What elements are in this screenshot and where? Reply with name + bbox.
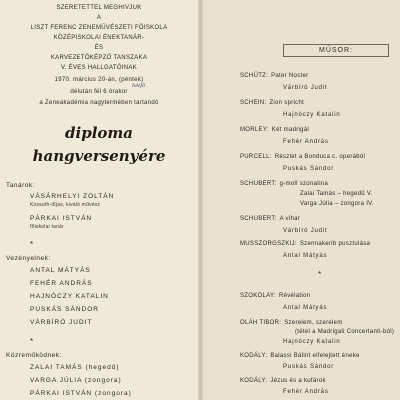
handwritten-note: hétfő — [132, 83, 146, 89]
performer-name: Várbíró Judit — [283, 85, 328, 91]
composer-name: OLÁH TIBOR: — [240, 320, 282, 326]
assistant-name: VARGA JÚLIA (zongora) — [30, 377, 122, 384]
invitation-line: A — [96, 15, 102, 21]
performer-name: Puskás Sándor — [283, 166, 335, 172]
work-title: Jézus és a kufárok — [270, 378, 326, 384]
program-item — [203, 293, 400, 323]
composer-name: MORLEY: — [240, 127, 269, 133]
composer-name: MUSSZORGSZKIJ: — [240, 241, 297, 247]
conductors-heading: Vezényelnek: — [6, 255, 51, 262]
work-title: Részlet a Bonduca c. operából — [274, 154, 366, 160]
performer-name: Antal Mátyás — [283, 253, 328, 259]
performer-name: Hajnóczy Katalin — [283, 112, 341, 118]
title-line-1: diploma — [65, 124, 133, 142]
title-line-2: hangversenyére — [32, 147, 166, 165]
invitation-line: 1970. március 20-án, (péntek) — [54, 77, 144, 83]
composer-name: SCHÜTZ: — [240, 73, 269, 79]
performer-name: Antal Mátyás — [283, 305, 328, 311]
composer-name: KODÁLY: — [240, 378, 268, 384]
left-page — [0, 0, 198, 400]
program-item — [203, 320, 400, 354]
teacher-note: főiskolai tanár — [30, 224, 64, 230]
work-title: Balassi Bálint elfelejtett éneke — [270, 353, 360, 359]
work-title: A vihar — [279, 216, 301, 222]
invitation-line: KARVEZETŐKÉPZŐ TANSZAKA — [50, 55, 148, 61]
composer-name: SCHUBERT: — [240, 216, 277, 222]
program-item — [203, 73, 400, 103]
program-item — [203, 127, 400, 157]
invitation-line: V. ÉVES HALLGATÓINAK — [60, 65, 138, 71]
conductor-name: FEHÉR ANDRÁS — [30, 280, 93, 287]
performer-name: Fehér András — [283, 389, 329, 395]
separator-star: * — [30, 240, 34, 249]
work-title: Szerelem, szerelem — [284, 320, 343, 326]
assistants-heading: Közreműködnek: — [6, 352, 62, 359]
composer-name: SCHEIN: — [240, 100, 267, 106]
invitation-line: ÉS — [94, 45, 104, 51]
program-item — [203, 100, 400, 130]
composer-name: SZOKOLAY: — [240, 293, 276, 299]
work-title: g-moll szonatina — [279, 181, 329, 187]
performer-subline: Zalai Tamás – hegedű V. — [300, 191, 373, 197]
work-title: Révélation — [278, 293, 311, 299]
work-title: Két madrigál — [271, 127, 310, 133]
assistant-name: ZALAI TAMÁS (hegedű) — [30, 364, 120, 371]
conductor-name: VÁRBÍRÓ JUDIT — [30, 319, 93, 326]
separator-star: * — [318, 270, 322, 279]
work-title: Pater Noster — [271, 73, 309, 79]
performer-name: Várbíró Judit — [283, 228, 328, 234]
assistant-name: PÁRKAI ISTVÁN (zongora) — [30, 390, 132, 397]
composer-name: SCHUBERT: — [240, 181, 277, 187]
work-subtitle: (tétel a Madrigali Concertanti-ból) — [295, 329, 395, 335]
invitation-line: SZERETETTEL MEGHIVJUK — [56, 5, 142, 11]
performer-name: Hajnóczy Katalin — [283, 339, 341, 345]
invitation-line: KÖZÉPISKOLAI ÉNEKTANÁR- — [53, 35, 145, 41]
separator-star: * — [30, 337, 34, 346]
program-item — [203, 154, 400, 184]
work-title: Zion spricht — [269, 100, 305, 106]
teacher-name: PÁRKAI ISTVÁN — [30, 215, 93, 222]
performer-name: Puskás Sándor — [283, 364, 335, 370]
teacher-note: Kossuth-díjas, kiváló művész — [30, 202, 101, 208]
conductor-name: PUSKÁS SÁNDOR — [30, 306, 99, 313]
program-item — [203, 181, 400, 215]
conductor-name: HAJNÓCZY KATALIN — [30, 293, 109, 300]
program-item — [203, 241, 400, 271]
invitation-line: a Zeneakadémia nagytermében tartandó — [39, 100, 159, 106]
invitation-line: délután fél 6 órakor — [70, 89, 128, 95]
invitation-line: LISZT FERENC ZENEMŰVÉSZETI FŐISKOLA — [30, 25, 168, 31]
work-title: Szennakerib pusztulása — [299, 241, 371, 247]
performer-subline: Varga Júlia – zongora IV. — [300, 201, 374, 207]
teachers-heading: Tanárok: — [6, 182, 35, 189]
composer-name: KODÁLY: — [240, 353, 268, 359]
program-item — [203, 378, 400, 400]
program-heading: MŰSOR: — [283, 44, 389, 57]
performer-name: Fehér András — [283, 139, 329, 145]
composer-name: PURCELL: — [240, 154, 272, 160]
right-page — [203, 0, 400, 400]
conductor-name: ANTAL MÁTYÁS — [30, 267, 91, 274]
teacher-name: VÁSÁRHELYI ZOLTÁN — [30, 193, 115, 200]
